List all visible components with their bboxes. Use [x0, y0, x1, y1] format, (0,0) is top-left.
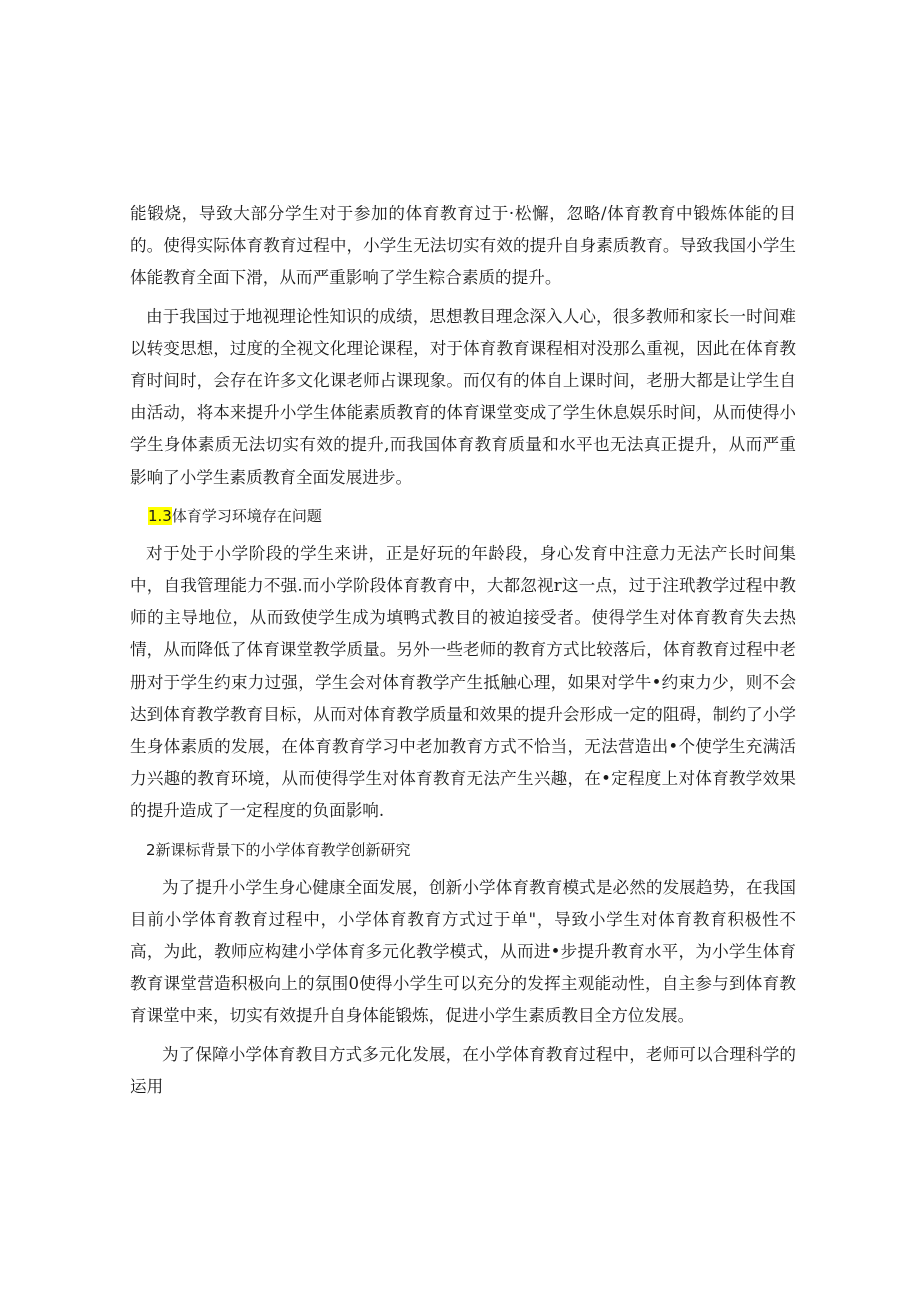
paragraph-4: 为了提升小学生身心健康全面发展，创新小学体育教育模式是必然的发展趋势，在我国目前小学体育教育过程中，小学体育教育方式过于单"，导致小学生对体育教育积极性不高，为此，教师应构建小学体育多元化教学模式，从而进•步提升教育水平，为小学生体育教育课堂营造积极向上的氛围0使得小学生可以充分的发挥主观能动性，自主参与到体育教育课堂中来，切实有效提升自身体能锻炼，促进小学生素质教目全方位发展。 — [130, 877, 796, 1026]
paragraph-1: 能锻烧，导致大部分学生对于参加的体育教育过于·松懈，忽略/体育教育中锻炼体能的目的。使得实际体育教育过程中，小学生无法切实有效的提升自身素质教育。导致我国小学生体能教育全面下滑，从而严重影响了学生粽合素质的提升。 — [130, 204, 796, 288]
document-body — [130, 198, 796, 1109]
section-heading-2: 2新课标背景下的小学体育教学创新研究 — [146, 840, 411, 859]
section-title: 体育学习环境存在问题 — [171, 506, 322, 525]
section-heading-1-3 — [130, 500, 796, 532]
section-number-highlight: 1.3 — [148, 506, 172, 525]
paragraph-2: 由于我国过于地视理论性知识的成绩，思想教目理念深入人心，很多教师和家长一时间难以转变思想，过度的全视文化理论课程，对于体育教育课程相对没那么重视，因此在体育教育时间时，会存在许多文化课老师占课现象。而仅有的体自上课时间，老册大都是让学生自由活动，将本来提升小学生体能素质教育的体育课堂变成了学生休息娱乐时间，从而使得小学生身体素质无法切实有效的提升,而我国体育教育质量和水平也无法真正提升，从而严重影响了小学生素质教育全面发展进步。 — [130, 306, 796, 487]
paragraph-5: 为了保障小学体育教目方式多元化发展，在小学体育教育过程中，老师可以合理科学的运用 — [130, 1044, 796, 1096]
paragraph-3: 对于处于小学阶段的学生来讲，正是好玩的年龄段，身心发育中注意力无法产长时间集中，自我管理能力不强.而小学阶段体育教育中，大都忽视r这一点，过于注玳教学过程中教师的主导地位，从而致使学生成为填鸭式教目的被迫接受者。使得学生对体育教育失去热情，从而降低了体育课堂教学质量。另外一些老师的教育方式比较落后，体育教育过程中老册对于学生约束力过强，学生会对体育教学产生抵触心理，如果对学牛•约束力少，则不会达到体育教学教育目标，从而对体育教学质量和效果的提升会形成一定的阻碍，制约了小学生身体素质的发展，在体育教育学习中老加教育方式不恰当，无法营造出•个使学生充满活力兴趣的教育环境，从而使得学生对体育教育无法产生兴趣，在•定程度上对体育教学效果的提升造成了一定程度的负面影响. — [130, 543, 796, 821]
